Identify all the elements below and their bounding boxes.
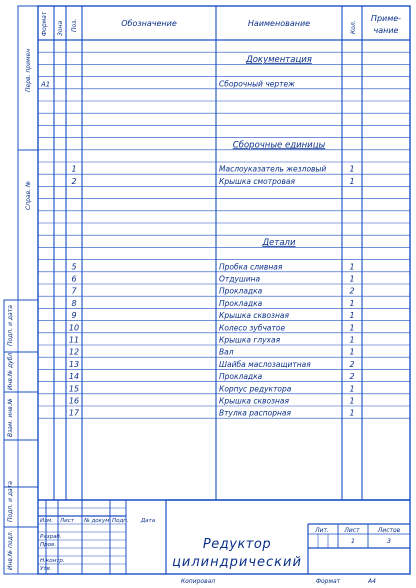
row-position: 14 xyxy=(68,372,80,382)
sheets-count: 3 xyxy=(386,537,392,545)
sheets-label: Листов xyxy=(377,527,401,534)
section-heading: Сборочные единицы xyxy=(232,140,326,151)
row-name: Корпус редуктора xyxy=(219,384,292,394)
row-position: 16 xyxy=(68,396,80,406)
row-position: 15 xyxy=(68,384,80,394)
product-title: Редуктор xyxy=(202,537,272,552)
row-name: Колесо зубчатое xyxy=(219,323,286,333)
copied-label: Копировал xyxy=(180,578,216,585)
row-quantity: 1 xyxy=(349,262,355,272)
title-row-label: Разраб. xyxy=(40,534,62,540)
header-name: Наименование xyxy=(247,19,311,28)
row-name: Вал xyxy=(219,347,234,357)
row-format: А1 xyxy=(41,80,51,89)
title-row-label: Пров. xyxy=(40,542,56,548)
row-name: Крышка сквозная xyxy=(219,311,290,321)
row-position: 5 xyxy=(71,262,77,272)
left-label: Инв.№ подл. xyxy=(7,530,14,570)
row-position: 17 xyxy=(68,408,80,418)
row-name: Пробка сливная xyxy=(219,262,283,272)
row-position: 1 xyxy=(71,164,77,174)
row-position: 12 xyxy=(68,347,80,357)
title-col-label: Изм. xyxy=(40,518,53,524)
row-quantity: 1 xyxy=(349,274,355,284)
row-quantity: 2 xyxy=(349,286,355,296)
header-pos: Поз. xyxy=(71,18,78,32)
row-name: Маслоуказатель жезловый xyxy=(219,164,327,174)
row-name: Сборочный чертеж xyxy=(219,79,295,89)
row-quantity: 2 xyxy=(349,372,355,382)
row-name: Шайба маслозащитная xyxy=(219,359,311,369)
left-label: Перв. примен xyxy=(25,48,32,92)
row-quantity: 1 xyxy=(349,347,355,357)
row-position: 13 xyxy=(68,359,80,369)
title-col-label: Подп. xyxy=(112,518,129,524)
title-col-label: Лист xyxy=(60,518,74,524)
row-name: Прокладка xyxy=(219,286,263,296)
row-position: 8 xyxy=(71,298,77,308)
row-position: 10 xyxy=(68,323,80,333)
product-title: цилиндрический xyxy=(172,555,302,570)
header-note: Приме- xyxy=(370,14,402,23)
left-label: Инв.№ дубл. xyxy=(7,350,14,390)
row-position: 6 xyxy=(71,274,77,284)
row-position: 2 xyxy=(71,176,77,186)
row-quantity: 1 xyxy=(349,335,355,345)
row-name: Втулка распорная xyxy=(219,408,292,418)
section-heading: Детали xyxy=(262,237,296,248)
row-name: Прокладка xyxy=(219,372,263,382)
row-name: Крышка глухая xyxy=(219,335,281,345)
header-zone: Зона xyxy=(57,20,64,36)
left-label: Подп. и дата xyxy=(7,305,14,346)
row-quantity: 1 xyxy=(349,298,355,308)
header-qty: Кол. xyxy=(350,20,357,34)
row-name: Крышка смотровая xyxy=(219,176,295,186)
row-name: Отдушина xyxy=(219,274,261,284)
left-label: Подп. и дата xyxy=(7,481,14,522)
header-format: Формат xyxy=(41,11,48,36)
row-position: 11 xyxy=(68,335,80,345)
row-name: Прокладка xyxy=(219,298,263,308)
header-designation: Обозначение xyxy=(121,19,177,28)
sheet-label: Лист xyxy=(344,527,360,534)
title-row-label: Утв. xyxy=(40,566,52,572)
left-label: Справ. № xyxy=(25,180,32,210)
row-quantity: 1 xyxy=(349,384,355,394)
title-col-label: № докум. xyxy=(84,518,112,524)
row-quantity: 1 xyxy=(349,323,355,333)
sheet-number: 1 xyxy=(350,537,356,545)
row-quantity: 1 xyxy=(349,311,355,321)
header-note: чание xyxy=(373,26,399,35)
row-quantity: 1 xyxy=(349,408,355,418)
lit-label: Лит. xyxy=(315,527,329,534)
format-label: Формат xyxy=(315,578,341,585)
section-heading: Документация xyxy=(246,54,312,65)
row-quantity: 2 xyxy=(349,359,355,369)
row-name: Крышка сквозная xyxy=(219,396,290,406)
row-quantity: 1 xyxy=(349,396,355,406)
title-row-label: Н.контр. xyxy=(40,558,65,564)
row-quantity: 1 xyxy=(349,176,355,186)
title-col-label: Дата xyxy=(140,518,156,524)
format-value: А4 xyxy=(368,578,376,585)
row-position: 7 xyxy=(71,286,77,296)
row-quantity: 1 xyxy=(349,164,355,174)
row-position: 9 xyxy=(71,311,77,321)
left-label: Взам. инв.№ xyxy=(7,398,14,437)
